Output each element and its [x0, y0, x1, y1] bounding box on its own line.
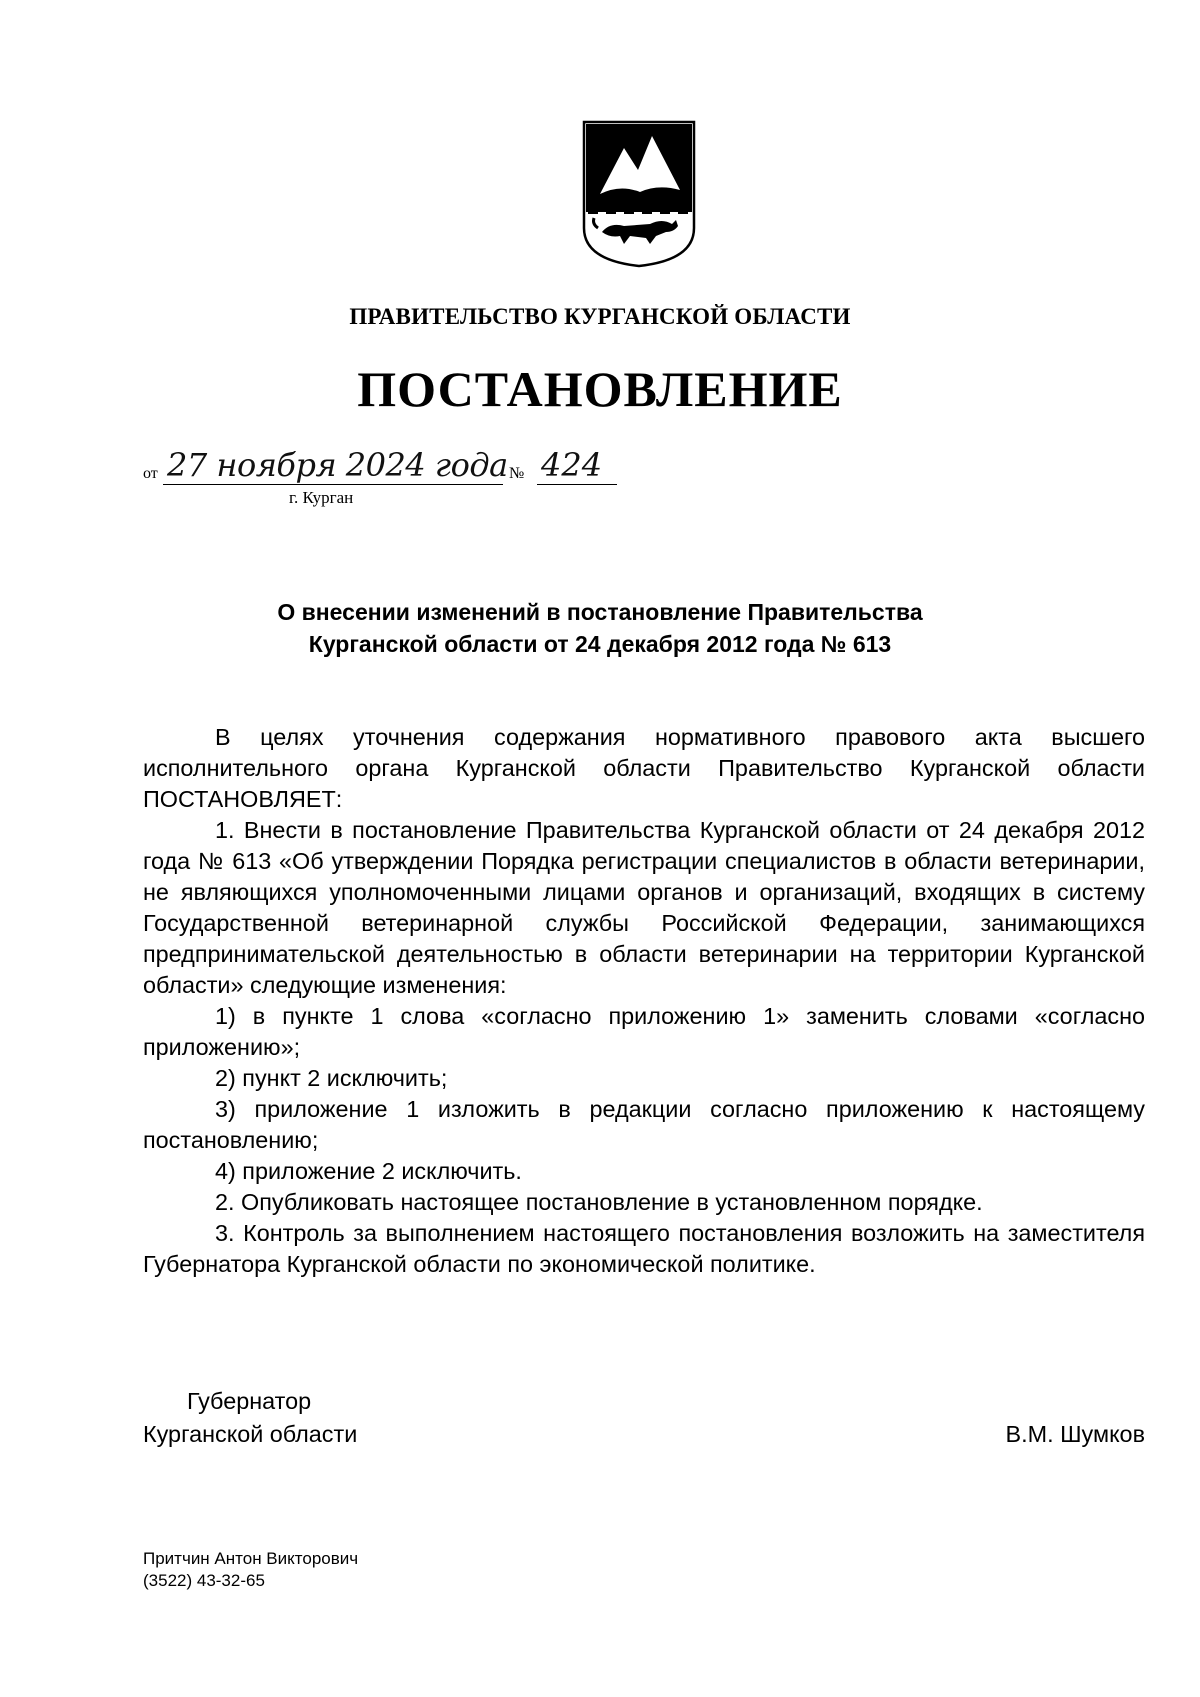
number-sign-label: №	[509, 465, 525, 482]
signatory-position-line-1: Губернатор	[187, 1388, 312, 1414]
government-name: ПРАВИТЕЛЬСТВО КУРГАНСКОЙ ОБЛАСТИ	[349, 304, 851, 329]
date-underline	[163, 484, 503, 485]
date-from-label: от	[143, 465, 158, 482]
city-label: г. Курган	[289, 488, 354, 507]
subitem-2-paragraph: 2) пункт 2 исключить;	[215, 1065, 448, 1091]
document-subject	[0, 596, 1200, 660]
coat-of-arms-icon	[580, 120, 698, 268]
signatory-position-line-2: Курганской области	[143, 1421, 358, 1447]
subitem-1-paragraph: 1) в пункте 1 слова «согласно приложению 1» заменить словами «согласно приложению»;	[143, 1003, 1145, 1060]
handwritten-date: 27 ноября 2024 года	[167, 446, 508, 484]
subitem-4-paragraph: 4) приложение 2 исключить.	[215, 1158, 522, 1184]
handwritten-number: 424	[541, 446, 603, 484]
executor-block	[143, 1548, 358, 1592]
document-type-title: ПОСТАНОВЛЕНИЕ	[357, 361, 843, 417]
signatory-position	[143, 1385, 357, 1451]
executor-phone: (3522) 43-32-65	[143, 1571, 265, 1590]
document-body	[143, 722, 1145, 1280]
number-underline	[537, 484, 617, 485]
item-3-paragraph: 3. Контроль за выполнением настоящего постановления возложить на заместителя Губернатора Курганской области по экономической политике.	[143, 1220, 1145, 1277]
subject-line-1: О внесении изменений в постановление Правительства	[277, 599, 923, 625]
preamble-paragraph: В целях уточнения содержания нормативного правового акта высшего исполнительного органа Курганской области Правительство Курганской области ПОСТАНОВЛЯЕТ:	[143, 724, 1145, 812]
executor-name: Притчин Антон Викторович	[143, 1549, 359, 1568]
item-2-paragraph: 2. Опубликовать настоящее постановление в установленном порядке.	[215, 1189, 983, 1215]
dateline	[143, 446, 663, 510]
subject-line-2: Курганской области от 24 декабря 2012 года № 613	[308, 631, 892, 657]
signatory-name: В.М. Шумков	[1005, 1421, 1145, 1447]
item-1-paragraph: 1. Внести в постановление Правительства Курганской области от 24 декабря 2012 года № 613 «Об утверждении Порядка регистрации специалистов в области ветеринарии, не являющихся уполномоченными лицами органов и организаций, входящих в систему Государственной ветеринарной службы Российской Федерации, занимающихся предпринимательской деятельностью в области ветеринарии на территории Курганской области» следующие изменения:	[143, 817, 1145, 998]
subitem-3-paragraph: 3) приложение 1 изложить в редакции согласно приложению к настоящему постановлению;	[143, 1096, 1145, 1153]
